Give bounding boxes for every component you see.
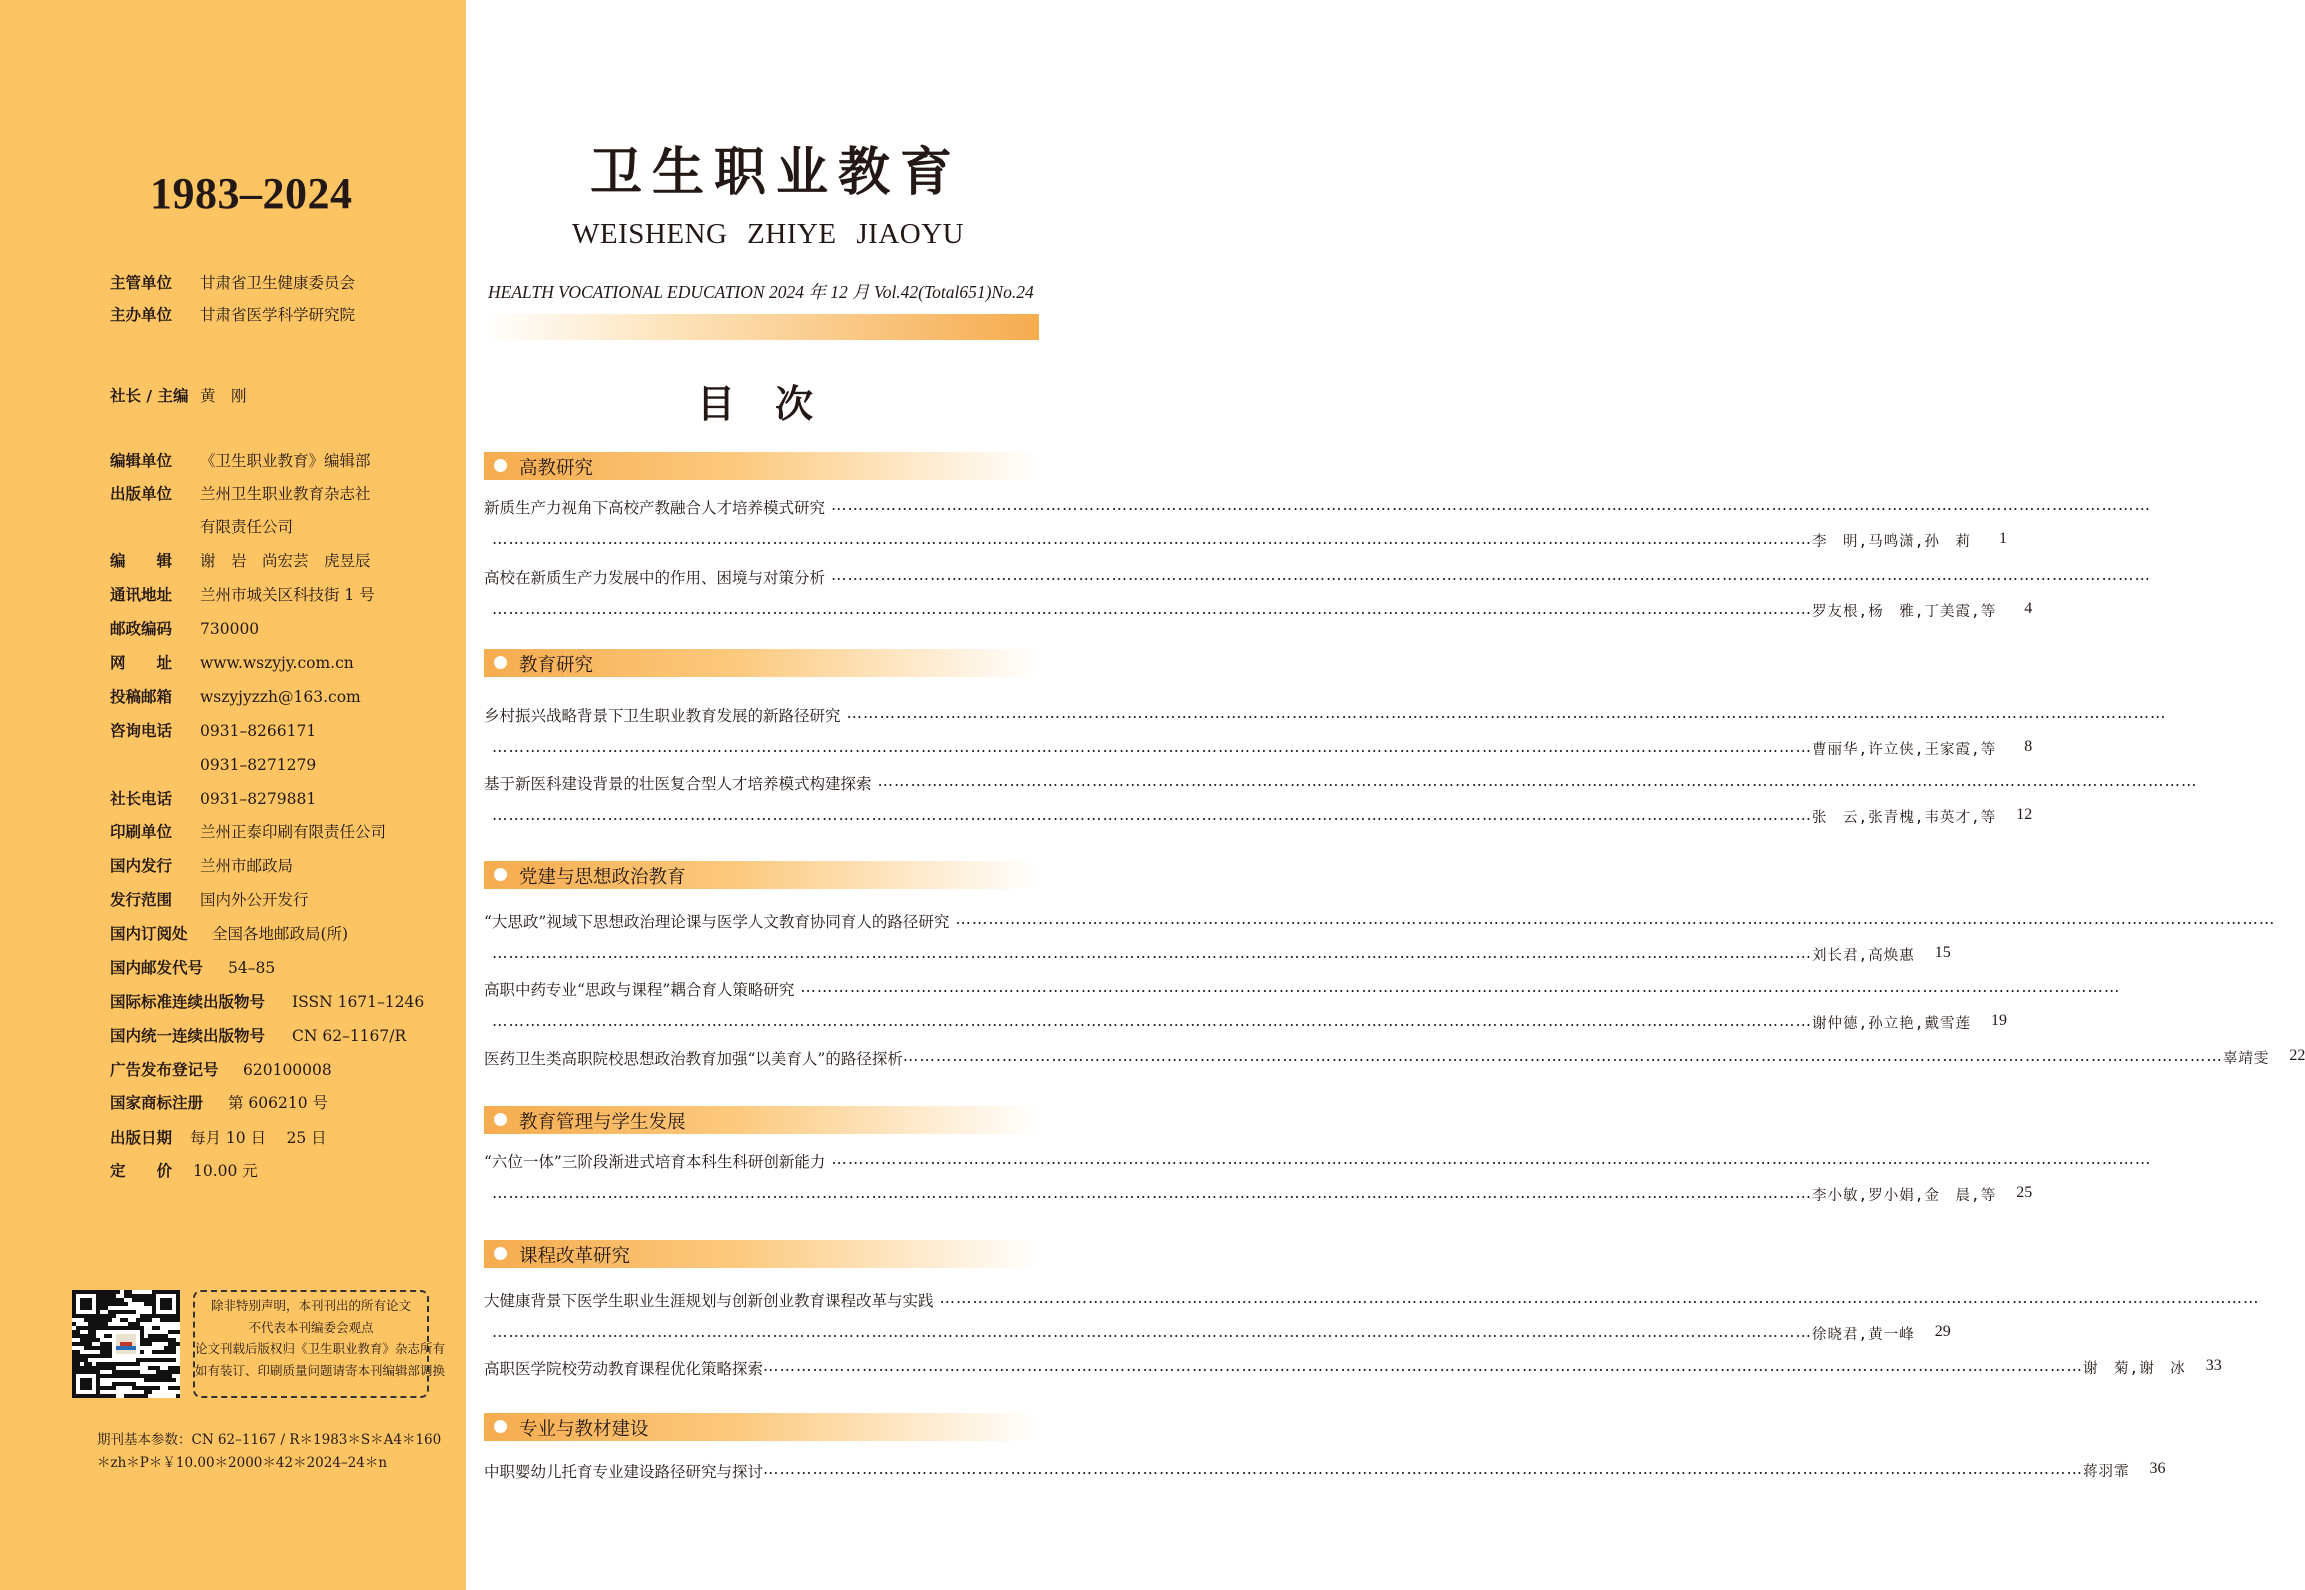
article-authors: 徐晓君,黄一峰 bbox=[1812, 1327, 1915, 1343]
info-value: 0931–8271279 bbox=[200, 756, 317, 774]
leader-dots: …………………………………………………………………………………………………………………………………………………………………………………………………………………… bbox=[877, 772, 2198, 790]
info-row bbox=[110, 890, 309, 910]
article-page: 36 bbox=[2149, 1460, 2166, 1477]
info-value: 730000 bbox=[200, 620, 260, 638]
info-label: 国内订阅处 bbox=[110, 925, 188, 943]
article-page: 19 bbox=[1990, 1012, 2007, 1029]
info-row bbox=[110, 619, 260, 639]
toc-entry[interactable] bbox=[484, 1357, 2222, 1379]
info-value: CN 62–1167/R bbox=[292, 1027, 407, 1045]
info-label: 国内邮发代号 bbox=[110, 959, 204, 977]
section-header bbox=[484, 649, 1039, 677]
article-title: 医药卫生类高职院校思想政治教育加强“以美育人”的路径探析 bbox=[484, 1050, 903, 1068]
section-title: 专业与教材建设 bbox=[519, 1419, 649, 1440]
article-authors: 辜靖雯 bbox=[2222, 1051, 2270, 1067]
info-row bbox=[110, 386, 247, 406]
article-title: 乡村振兴战略背景下卫生职业教育发展的新路径研究 bbox=[484, 707, 841, 725]
params-line: ＊zh＊P＊￥10.00＊2000＊42＊2024–24＊n bbox=[97, 1455, 388, 1471]
toc-entry[interactable] bbox=[484, 978, 2121, 1034]
notice-line: 论文刊载后版权归《卫生职业教育》杂志所有 bbox=[195, 1341, 446, 1356]
toc-entry[interactable] bbox=[484, 772, 2198, 828]
leader-dots: …………………………………………………………………………………………………………………………………………………………………………………………………………………… bbox=[800, 978, 2121, 996]
leader-dots: …………………………………………………………………………………………………………………………………………………………………………………………………………………… bbox=[831, 1150, 2152, 1168]
info-label: 编 辑 bbox=[110, 552, 173, 570]
info-label: 网 址 bbox=[110, 654, 173, 672]
article-title: 基于新医科建设背景的壮医复合型人才培养模式构建探索 bbox=[484, 775, 872, 793]
bullet-icon bbox=[494, 1113, 507, 1126]
info-row bbox=[110, 1161, 258, 1181]
info-value[interactable]: wszyjyzzh@163.com bbox=[200, 688, 361, 706]
bullet-icon bbox=[494, 656, 507, 669]
leader-dots: …………………………………………………………………………………………………………………………………………………………………………………………………………………… bbox=[955, 910, 2276, 928]
info-value: 兰州市邮政局 bbox=[200, 857, 294, 875]
article-authors: 蒋羽霏 bbox=[2083, 1464, 2130, 1480]
article-authors: 曹丽华,许立侠,王家霞,等 bbox=[1812, 742, 1997, 758]
info-label: 社长 / 主编 bbox=[110, 387, 189, 405]
info-row bbox=[110, 687, 361, 707]
info-row bbox=[110, 451, 371, 471]
article-page: 8 bbox=[2024, 738, 2033, 755]
info-label: 投稿邮箱 bbox=[110, 688, 173, 706]
article-title: “六位一体”三阶段渐进式培育本科生科研创新能力 bbox=[484, 1153, 826, 1171]
leader-dots: …………………………………………………………………………………………………………………………………………………………………………………………………………………… bbox=[492, 806, 1812, 824]
leader-dots: …………………………………………………………………………………………………………………………………………………………………………………………………………………… bbox=[902, 1047, 2223, 1065]
article-title: 中职婴幼儿托育专业建设路径研究与探讨 bbox=[484, 1463, 764, 1481]
section-title: 教育研究 bbox=[519, 655, 594, 676]
article-authors: 张 云,张青槐,韦英才,等 bbox=[1812, 810, 1997, 826]
info-label: 广告发布登记号 bbox=[110, 1061, 219, 1079]
header-divider bbox=[484, 314, 1039, 340]
info-value: 第 606210 号 bbox=[228, 1094, 329, 1112]
journal-parameters bbox=[97, 1429, 441, 1475]
bullet-icon bbox=[494, 459, 507, 472]
article-page: 22 bbox=[2289, 1047, 2305, 1064]
info-label: 通讯地址 bbox=[110, 586, 173, 604]
article-page: 12 bbox=[2016, 806, 2033, 823]
info-value: 谢 岩 尚宏芸 虎昱辰 bbox=[200, 552, 371, 570]
info-value: 《卫生职业教育》编辑部 bbox=[200, 452, 371, 470]
article-title: 高职医学院校劳动教育课程优化策略探索 bbox=[484, 1360, 764, 1378]
journal-title-cn: 卫生职业教育 bbox=[590, 142, 963, 203]
info-value: 甘肃省卫生健康委员会 bbox=[200, 274, 356, 292]
info-value: 每月 10 日 25 日 bbox=[190, 1129, 327, 1147]
leader-dots: …………………………………………………………………………………………………………………………………………………………………………………………………………………… bbox=[492, 530, 1812, 548]
info-value: 兰州市城关区科技街 1 号 bbox=[200, 586, 375, 604]
info-label: 国内发行 bbox=[110, 857, 173, 875]
journal-title-en: WEISHENG ZHIYE JIAOYU bbox=[572, 218, 965, 250]
info-label: 咨询电话 bbox=[110, 722, 173, 740]
info-label: 印刷单位 bbox=[110, 823, 173, 841]
article-authors: 李小敏,罗小娟,金 晨,等 bbox=[1812, 1188, 1997, 1204]
section-title: 党建与思想政治教育 bbox=[519, 867, 686, 888]
leader-dots: …………………………………………………………………………………………………………………………………………………………………………………………………………………… bbox=[831, 496, 2152, 514]
leader-dots: …………………………………………………………………………………………………………………………………………………………………………………………………………………… bbox=[939, 1289, 2260, 1307]
info-row bbox=[110, 653, 354, 673]
info-value: 有限责任公司 bbox=[200, 518, 294, 536]
info-label: 定 价 bbox=[110, 1162, 173, 1180]
bullet-icon bbox=[494, 1247, 507, 1260]
info-row bbox=[110, 305, 356, 325]
info-row bbox=[110, 1060, 332, 1080]
notice-line: 如有装订、印刷质量问题请寄本刊编辑部调换 bbox=[195, 1362, 446, 1378]
info-label: 邮政编码 bbox=[110, 620, 173, 638]
leader-dots: …………………………………………………………………………………………………………………………………………………………………………………………………………………… bbox=[763, 1460, 2084, 1478]
article-page: 33 bbox=[2205, 1357, 2222, 1374]
info-value: 兰州正泰印刷有限责任公司 bbox=[200, 823, 387, 841]
info-value: 全国各地邮政局(所) bbox=[212, 925, 349, 943]
volume-line: HEALTH VOCATIONAL EDUCATION 2024 年 12 月 Vol.42(Total651)No.24 bbox=[488, 282, 1034, 302]
info-value: 黄 刚 bbox=[200, 387, 247, 405]
article-title: “大思政”视域下思想政治理论课与医学人文教育协同育人的路径研究 bbox=[484, 913, 950, 931]
info-label: 主管单位 bbox=[110, 274, 173, 292]
info-value: 0931–8279881 bbox=[200, 790, 317, 808]
article-page: 15 bbox=[1934, 944, 1951, 961]
article-title: 大健康背景下医学生职业生涯规划与创新创业教育课程改革与实践 bbox=[484, 1292, 934, 1310]
article-page: 4 bbox=[2024, 600, 2033, 617]
article-page: 1 bbox=[1998, 530, 2007, 547]
bullet-icon bbox=[494, 868, 507, 881]
leader-dots: …………………………………………………………………………………………………………………………………………………………………………………………………………………… bbox=[492, 944, 1812, 962]
leader-dots: …………………………………………………………………………………………………………………………………………………………………………………………………………………… bbox=[492, 600, 1812, 618]
info-row bbox=[110, 856, 294, 876]
leader-dots: …………………………………………………………………………………………………………………………………………………………………………………………………………………… bbox=[831, 566, 2152, 584]
section-header bbox=[484, 1413, 1039, 1441]
years-range: 1983–2024 bbox=[150, 169, 353, 218]
info-row bbox=[110, 1093, 329, 1113]
qr-code-icon bbox=[72, 1290, 180, 1398]
info-row bbox=[110, 789, 317, 809]
info-label: 国内统一连续出版物号 bbox=[110, 1027, 266, 1045]
info-row bbox=[110, 958, 276, 978]
params-line: 期刊基本参数：CN 62–1167 / R＊1983＊S＊A4＊160 bbox=[97, 1432, 442, 1448]
qr-code[interactable] bbox=[72, 1290, 180, 1398]
info-value: 兰州卫生职业教育杂志社 bbox=[200, 485, 371, 503]
article-authors: 谢 菊,谢 冰 bbox=[2083, 1361, 2186, 1377]
info-row bbox=[110, 585, 375, 605]
info-row bbox=[110, 1128, 327, 1148]
info-row bbox=[110, 992, 425, 1012]
article-authors: 罗友根,杨 雅,丁美霞,等 bbox=[1812, 604, 1997, 620]
info-label: 国际标准连续出版物号 bbox=[110, 993, 266, 1011]
article-page: 25 bbox=[2016, 1184, 2033, 1201]
article-title: 高校在新质生产力发展中的作用、困境与对策分析 bbox=[484, 569, 826, 587]
info-value: 甘肃省医学科学研究院 bbox=[200, 306, 356, 324]
article-title: 新质生产力视角下高校产教融合人才培养模式研究 bbox=[484, 499, 826, 517]
leader-dots: …………………………………………………………………………………………………………………………………………………………………………………………………………………… bbox=[492, 738, 1812, 756]
article-authors: 李 明,马鸣潇,孙 莉 bbox=[1812, 534, 1971, 550]
info-value[interactable]: www.wszyjy.com.cn bbox=[200, 654, 354, 672]
info-label: 编辑单位 bbox=[110, 452, 173, 470]
info-value: 54–85 bbox=[228, 959, 276, 977]
toc-entry[interactable] bbox=[484, 1047, 2305, 1069]
info-label: 出版单位 bbox=[110, 485, 173, 503]
info-label: 发行范围 bbox=[110, 891, 173, 909]
info-row bbox=[110, 822, 387, 842]
info-row bbox=[110, 721, 317, 741]
section-title: 高教研究 bbox=[519, 458, 594, 479]
info-label: 出版日期 bbox=[110, 1129, 173, 1147]
info-row bbox=[110, 924, 349, 944]
article-title: 高职中药专业“思政与课程”耦合育人策略研究 bbox=[484, 981, 795, 999]
section-header bbox=[484, 1240, 1039, 1268]
info-row bbox=[110, 1026, 407, 1046]
leader-dots: …………………………………………………………………………………………………………………………………………………………………………………………………………………… bbox=[492, 1323, 1812, 1341]
section-header bbox=[484, 1106, 1039, 1134]
article-authors: 刘长君,高焕惠 bbox=[1812, 948, 1915, 964]
section-title: 教育管理与学生发展 bbox=[519, 1112, 686, 1133]
info-row bbox=[110, 273, 356, 293]
toc-entry[interactable] bbox=[484, 910, 2276, 966]
info-value: 0931–8266171 bbox=[200, 722, 317, 740]
toc-heading: 目次 bbox=[697, 382, 854, 426]
toc-entry[interactable] bbox=[484, 704, 2167, 760]
notice-line: 除非特别声明，本刊刊出的所有论文 bbox=[210, 1298, 411, 1313]
leader-dots: …………………………………………………………………………………………………………………………………………………………………………………………………………………… bbox=[492, 1012, 1812, 1030]
toc-entry[interactable] bbox=[484, 566, 2152, 622]
info-row bbox=[110, 484, 371, 504]
section-title: 课程改革研究 bbox=[519, 1246, 631, 1267]
article-page: 29 bbox=[1934, 1323, 1951, 1340]
section-header bbox=[484, 452, 1039, 480]
leader-dots: …………………………………………………………………………………………………………………………………………………………………………………………………………………… bbox=[492, 1184, 1812, 1202]
info-value: 10.00 元 bbox=[193, 1162, 258, 1180]
toc-entry[interactable] bbox=[484, 496, 2152, 552]
info-label: 国家商标注册 bbox=[110, 1094, 204, 1112]
toc-entry[interactable] bbox=[484, 1150, 2152, 1206]
section-header bbox=[484, 861, 1039, 889]
left-panel bbox=[0, 0, 466, 1590]
toc-entry[interactable] bbox=[484, 1460, 2166, 1482]
info-value: 国内外公开发行 bbox=[200, 891, 309, 909]
copyright-notice bbox=[193, 1290, 446, 1398]
leader-dots: …………………………………………………………………………………………………………………………………………………………………………………………………………………… bbox=[763, 1357, 2084, 1375]
notice-line: 不代表本刊编委会观点 bbox=[248, 1319, 374, 1335]
info-label: 主办单位 bbox=[110, 306, 173, 324]
toc-entry[interactable] bbox=[484, 1289, 2260, 1345]
leader-dots: …………………………………………………………………………………………………………………………………………………………………………………………………………………… bbox=[846, 704, 2167, 722]
info-value: ISSN 1671–1246 bbox=[292, 993, 425, 1011]
info-row bbox=[110, 551, 371, 571]
bullet-icon bbox=[494, 1420, 507, 1433]
info-label: 社长电话 bbox=[110, 790, 173, 808]
info-value: 620100008 bbox=[243, 1061, 332, 1079]
article-authors: 谢仲德,孙立艳,戴雪莲 bbox=[1812, 1016, 1971, 1032]
